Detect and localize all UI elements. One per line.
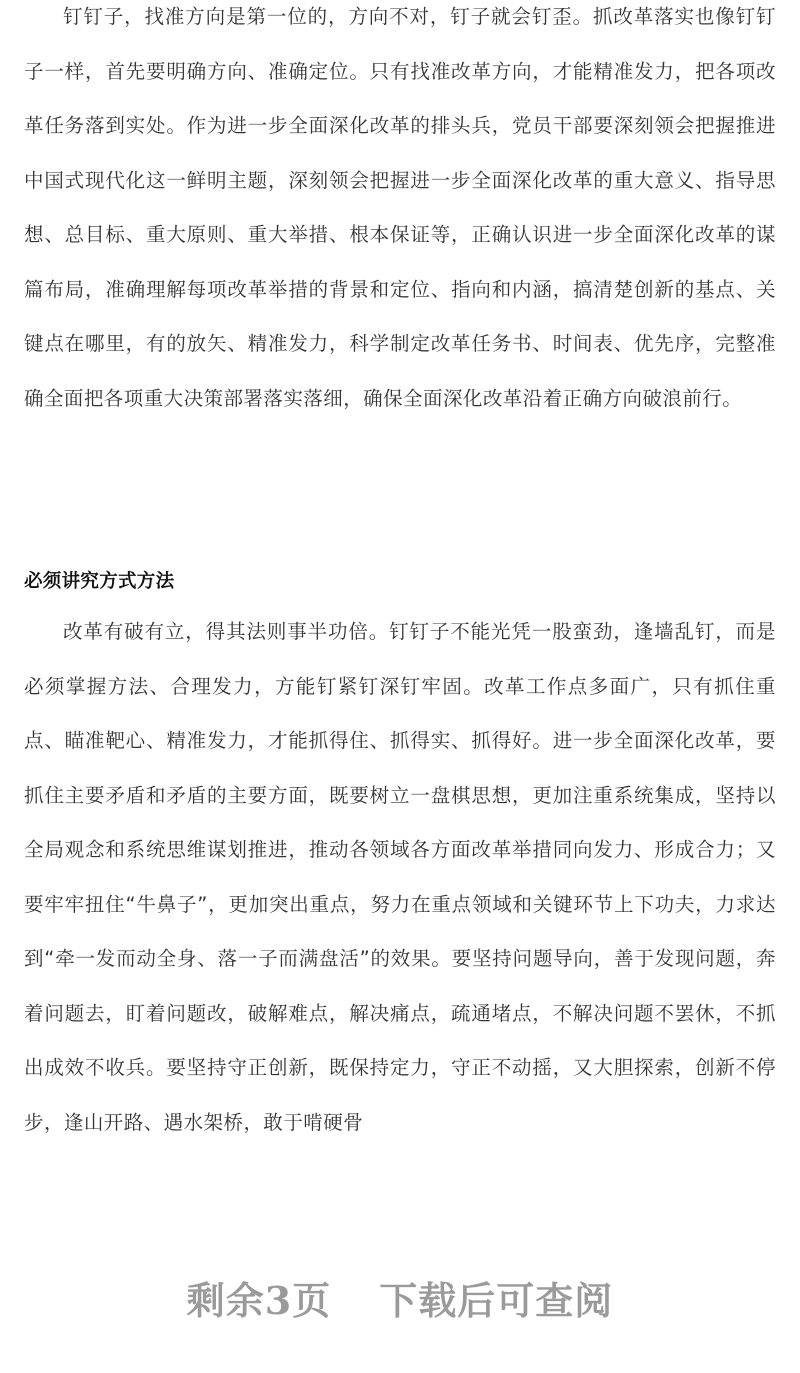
paragraph-1: 钉钉子，找准方向是第一位的，方向不对，钉子就会钉歪。抓改革落实也像钉钉子一样，首先要明确方向、准确定位。只有找准改革方向，才能精准发力，把各项改革任务落到实处。作为进一步全面深化改革的排头兵，党员干部要深刻领会把握推进中国式现代化这一鲜明主题，深刻领会把握进一步全面深化改革的重大意义、指导思想、总目标、重大原则、重大举措、根本保证等，正确认识进一步全面深化改革的谋篇布局，准确理解每项改革举措的背景和定位、指向和内涵，搞清楚创新的基点、关键点在哪里，有的放矢、精准发力，科学制定改革任务书、时间表、优先序，完整准确全面把各项重大决策部署落实落细，确保全面深化改革沿着正确方向破浪前行。 — [24, 5, 776, 410]
paragraph-2: 改革有破有立，得其法则事半功倍。钉钉子不能光凭一股蛮劲，逢墙乱钉，而是必须掌握方法、合理发力，方能钉紧钉深钉牢固。改革工作点多面广，只有抓住重点、瞄准靶心、精准发力，才能抓得住、抓得实、抓得好。进一步全面深化改革，要抓住主要矛盾和矛盾的主要方面，既要树立一盘棋思想，更加注重系统集成，坚持以全局观念和系统思维谋划推进，推动各领域各方面改革举措同向发力、形成合力；又要牢牢扭住“牛鼻子”，更加突出重点，努力在重点领域和关键环节上下功夫，力求达到“牵一发而动全身、落一子而满盘活”的效果。要坚持问题导向，善于发现问题，奔着问题去，盯着问题改，破解难点，解决痛点，疏通堵点，不解决问题不罢休，不抓出成效不收兵。要坚持守正创新，既保持定力，守正不动摇，又大胆探索，创新不停步，逢山开路、遇水架桥，敢于啃硬骨 — [24, 620, 776, 1134]
remaining-pages-notice[interactable] — [0, 1270, 800, 1325]
remaining-pages-label: 剩余3页 — [186, 1278, 332, 1323]
download-hint-label: 下载后可查阅 — [379, 1278, 614, 1323]
section-heading: 必须讲究方式方法 — [24, 571, 175, 592]
document-body — [24, 0, 776, 1134]
